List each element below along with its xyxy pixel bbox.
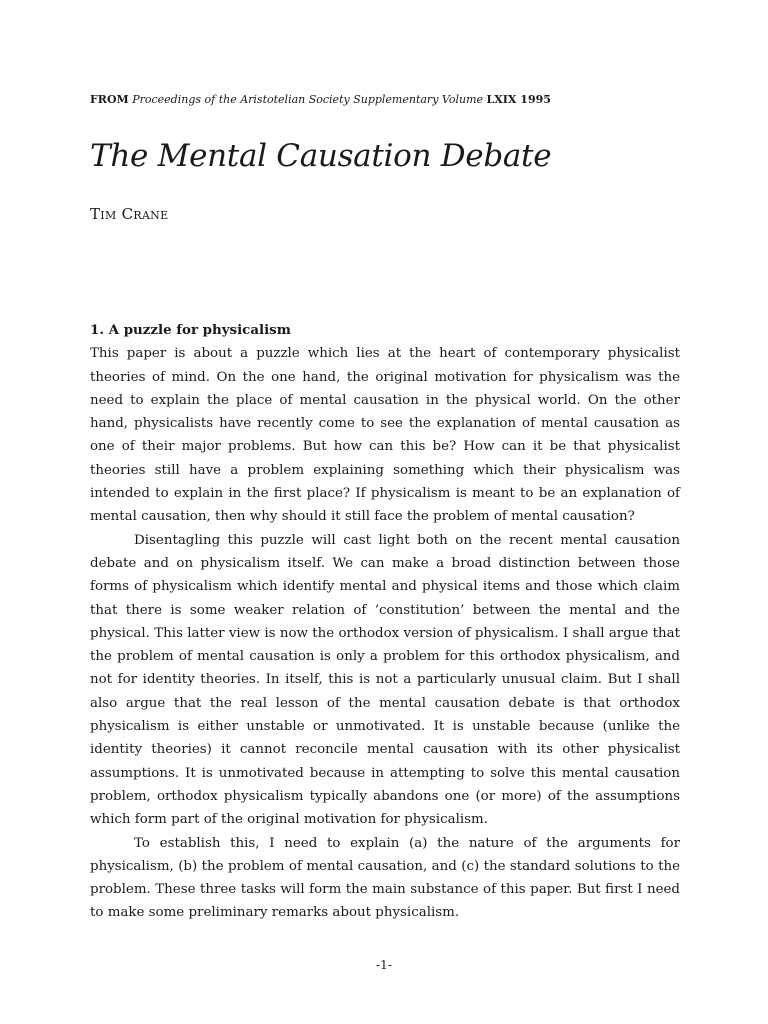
page-number: -1- [376, 958, 392, 972]
section-heading: 1. A puzzle for physicalism [90, 322, 291, 338]
paragraph-1: This paper is about a puzzle which lies at the heart of contemporary physicalist theories of mind. On the one hand, the original motivation for physicalism was the need to explain the place of mental causation in the physical world. On the other hand, physicalists have recently come to see the explanation of mental causation as one of their major problems. But how can this be? How can it be that physicalist theories still have a problem explaining something which their physicalism was intended to explain in the first place? If physicalism is meant to be an explanation of mental causation, then why should it still face the problem of mental causation? [90, 346, 680, 525]
body-text [90, 319, 680, 925]
source-volume: LXIX 1995 [486, 93, 551, 106]
paper-title: The Mental Causation Debate [90, 138, 552, 174]
author-name: Tim Crane [90, 205, 169, 223]
source-line [90, 93, 551, 107]
paragraph-2: Disentagling this puzzle will cast light both on the recent mental causation debate and on physicalism itself. We can make a broad distinction between those forms of physicalism which identify mental and physical items and those which claim that there is some weaker relation of ‘constitution’ between the mental and the physical. This latter view is now the orthodox version of physicalism. I shall argue that the problem of mental causation is only a problem for this orthodox physicalism, and not for identity theories. In itself, this is not a particularly unusual claim. But I shall also argue that the real lesson of the mental causation debate is that orthodox physicalism is either unstable or unmotivated. It is unstable because (unlike the identity theories) it cannot reconcile mental causation with its other physicalist assumptions. It is unmotivated because in attempting to solve this mental causation problem, orthodox physicalism typically abandons one (or more) of the assumptions which form part of the original motivation for physicalism. [90, 532, 680, 828]
source-prefix: FROM [90, 93, 129, 106]
source-journal: Proceedings of the Aristotelian Society Supplementary Volume [132, 93, 484, 106]
paragraph-3: To establish this, I need to explain (a) the nature of the arguments for physicalism, (b) the problem of mental causation, and (c) the standard solutions to the problem. These three tasks will form the main substance of this paper. But first I need to make some preliminary remarks about physicalism. [90, 835, 680, 921]
